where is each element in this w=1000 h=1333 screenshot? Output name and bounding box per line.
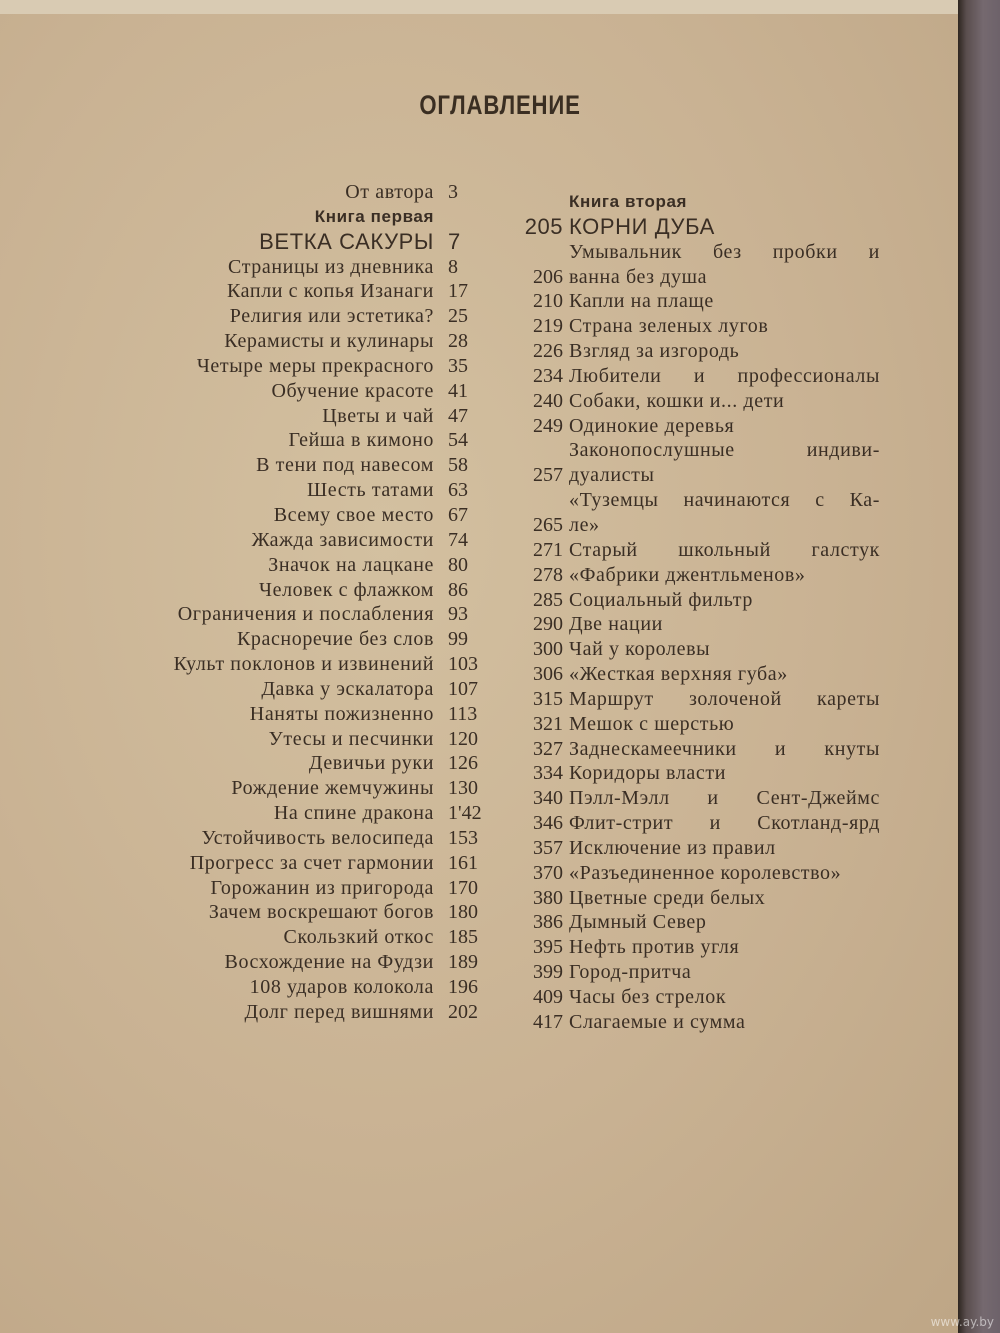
entry-title: Нефть против угля bbox=[569, 936, 740, 959]
entry-page-number: 271 bbox=[533, 538, 563, 561]
entry-title: Восхождение на Фудзи bbox=[224, 951, 434, 974]
toc-entry bbox=[100, 727, 490, 752]
entry-title: Часы без стрелок bbox=[569, 986, 727, 1008]
entry-page-number: 380 bbox=[533, 886, 563, 909]
toc-entry bbox=[100, 503, 490, 528]
entry-page-number: 93 bbox=[448, 603, 468, 626]
entry-page-number: 99 bbox=[448, 628, 468, 651]
entry-title: Жажда зависимости bbox=[251, 528, 434, 551]
toc-entry bbox=[100, 627, 490, 652]
toc-entry bbox=[100, 379, 490, 404]
entry-page-number: 226 bbox=[533, 340, 563, 363]
toc-entry bbox=[100, 677, 490, 702]
entry-title: Взгляд за изгородь bbox=[569, 340, 740, 363]
entry-title: Заднескамеечники и кнуты bbox=[569, 737, 880, 760]
entry-title: Собаки, кошки и... дети bbox=[569, 389, 785, 412]
toc-entry bbox=[505, 761, 880, 786]
entry-page-number: 386 bbox=[533, 911, 563, 934]
entry-title: Красноречие без слов bbox=[236, 628, 434, 651]
entry-title: Шесть татами bbox=[306, 479, 434, 502]
toc-entry bbox=[100, 950, 490, 975]
toc-entry bbox=[505, 662, 880, 687]
toc-entry bbox=[505, 910, 880, 935]
toc-entry bbox=[100, 205, 490, 230]
toc-entry bbox=[505, 737, 880, 762]
entry-page-number: 120 bbox=[448, 727, 478, 750]
toc-entry bbox=[100, 751, 490, 776]
entry-title: Страницы из дневника bbox=[228, 255, 434, 278]
entry-title: Рождение жемчужины bbox=[231, 777, 434, 800]
entry-page-number: 285 bbox=[533, 588, 563, 611]
entry-title: Две нации bbox=[569, 613, 663, 636]
entry-page-number: 257 bbox=[533, 464, 563, 487]
toc-entry bbox=[505, 960, 880, 985]
entry-title: Маршрут золоченой кареты bbox=[569, 687, 880, 710]
entry-title: Пэлл-Мэлл и Сент-Джеймс bbox=[569, 787, 880, 810]
entry-page-number: 28 bbox=[448, 330, 468, 353]
toc-entry bbox=[100, 702, 490, 727]
entry-title: Старый школьный галстук bbox=[569, 538, 880, 561]
entry-title: «Фабрики джентльменов» bbox=[569, 563, 806, 586]
entry-page-number: 234 bbox=[533, 364, 563, 387]
entry-title: Одинокие деревья bbox=[569, 414, 735, 437]
toc-entry bbox=[505, 215, 880, 240]
entry-page-number: 107 bbox=[448, 677, 478, 700]
toc-entry bbox=[100, 900, 490, 925]
entry-title: Флит-стрит и Скотланд-ярд bbox=[569, 812, 880, 835]
toc-entry bbox=[505, 985, 880, 1010]
entry-page-number: 210 bbox=[533, 290, 563, 313]
entry-page-number: 327 bbox=[533, 737, 563, 760]
entry-page-number: 153 bbox=[448, 826, 478, 849]
entry-title: Капли на плаще bbox=[569, 290, 714, 313]
toc-entry bbox=[505, 836, 880, 861]
entry-page-number: 409 bbox=[533, 986, 563, 1008]
entry-title: Умывальник без пробки и bbox=[569, 240, 880, 263]
entry-page-number: 205 bbox=[524, 213, 563, 239]
toc-title: ОГЛАВЛЕНИЕ bbox=[419, 90, 581, 120]
entry-title: Горожанин из пригорода bbox=[210, 876, 434, 899]
entry-page-number: 161 bbox=[448, 851, 478, 874]
toc-entry bbox=[100, 553, 490, 578]
entry-title: Скользкий откос bbox=[283, 926, 434, 949]
toc-entry bbox=[100, 851, 490, 876]
entry-page-number: 3 bbox=[448, 181, 458, 203]
entry-page-number: 202 bbox=[448, 1000, 478, 1023]
entry-page-number: 80 bbox=[448, 553, 468, 576]
entry-page-number: 357 bbox=[533, 836, 563, 859]
toc-entry bbox=[100, 478, 490, 503]
entry-page-number: 180 bbox=[448, 901, 478, 924]
entry-title: «Туземцы начинаются с Ка- bbox=[569, 489, 880, 512]
toc-entry bbox=[100, 801, 490, 826]
entry-title: дуалисты bbox=[569, 464, 655, 487]
entry-page-number: 395 bbox=[533, 936, 563, 959]
entry-title: Гейша в кимоно bbox=[288, 429, 434, 452]
entry-title: Девичьи руки bbox=[308, 752, 434, 775]
entry-page-number: 103 bbox=[448, 653, 478, 676]
toc-entry bbox=[505, 637, 880, 662]
toc-entry bbox=[100, 428, 490, 453]
toc-entry bbox=[505, 563, 880, 588]
entry-title: Капли с копья Изанаги bbox=[227, 280, 434, 303]
toc-entry bbox=[505, 438, 880, 463]
entry-page-number bbox=[505, 488, 569, 513]
entry-title: Наняты пожизненно bbox=[249, 702, 434, 725]
entry-title: Религия или эстетика? bbox=[229, 305, 434, 328]
toc-entry bbox=[505, 513, 880, 538]
entry-page-number: 219 bbox=[533, 315, 563, 338]
entry-title: Утесы и песчинки bbox=[268, 727, 434, 750]
toc-right-column bbox=[505, 190, 880, 1035]
toc-entry bbox=[100, 528, 490, 553]
entry-title: «Жесткая верхняя губа» bbox=[569, 663, 788, 686]
entry-page-number: 41 bbox=[448, 379, 468, 402]
entry-title: В тени под навесом bbox=[256, 454, 434, 477]
toc-entry bbox=[505, 463, 880, 488]
toc-entry bbox=[505, 314, 880, 339]
entry-page-number: 126 bbox=[448, 752, 478, 775]
toc-entry bbox=[100, 354, 490, 379]
entry-title: На спине дракона bbox=[273, 802, 434, 825]
entry-page-number: 334 bbox=[533, 762, 563, 785]
entry-page-number: 346 bbox=[533, 812, 563, 835]
toc-entry bbox=[505, 712, 880, 737]
toc-entry bbox=[100, 602, 490, 627]
toc-entry bbox=[505, 414, 880, 439]
entry-title: От автора bbox=[345, 181, 434, 203]
toc-entry bbox=[505, 265, 880, 290]
entry-title: Четыре меры прекрасного bbox=[196, 354, 434, 377]
entry-page-number: 1'42 bbox=[448, 802, 482, 825]
toc-entry bbox=[100, 329, 490, 354]
entry-title: Керамисты и кулинары bbox=[224, 330, 434, 353]
entry-page-number: 321 bbox=[533, 712, 563, 735]
entry-title: Цветы и чай bbox=[322, 404, 434, 427]
entry-page-number: 47 bbox=[448, 404, 468, 427]
entry-title: Страна зеленых лугов bbox=[569, 315, 769, 338]
entry-title: Социальный фильтр bbox=[569, 588, 753, 611]
toc-entry bbox=[100, 304, 490, 329]
toc-entry bbox=[100, 776, 490, 801]
toc-entry bbox=[505, 786, 880, 811]
toc-entry bbox=[100, 453, 490, 478]
toc-entry bbox=[100, 975, 490, 1000]
entry-page-number: 7 bbox=[448, 228, 461, 254]
toc-entry bbox=[100, 255, 490, 280]
entry-title: 108 ударов колокола bbox=[249, 976, 434, 998]
toc-entry bbox=[100, 652, 490, 677]
toc-left-column bbox=[100, 180, 490, 1025]
entry-page-number: 17 bbox=[448, 280, 468, 303]
book-heading: Книга первая bbox=[314, 206, 434, 226]
entry-page-number: 290 bbox=[533, 613, 563, 636]
book-cover-edge bbox=[958, 0, 1000, 1333]
entry-title: Мешок с шерстью bbox=[569, 712, 735, 735]
entry-page-number bbox=[505, 438, 569, 463]
entry-title: Исключение из правил bbox=[569, 836, 776, 859]
toc-entry bbox=[100, 404, 490, 429]
entry-page-number: 240 bbox=[533, 389, 563, 412]
entry-title: Дымный Север bbox=[569, 911, 707, 934]
toc-entry bbox=[100, 1000, 490, 1025]
toc-entry bbox=[505, 488, 880, 513]
entry-title: Зачем воскрешают богов bbox=[208, 901, 434, 924]
entry-page-number: 340 bbox=[533, 787, 563, 810]
watermark: www.ay.by bbox=[930, 1315, 994, 1329]
entry-title: Обучение красоте bbox=[271, 379, 434, 402]
toc-entry bbox=[100, 826, 490, 851]
toc-entry bbox=[100, 279, 490, 304]
toc-entry bbox=[505, 339, 880, 364]
entry-page-number bbox=[505, 240, 569, 265]
toc-entry bbox=[505, 389, 880, 414]
entry-title: Город-притча bbox=[569, 961, 692, 984]
entry-title: Устойчивость велосипеда bbox=[201, 826, 434, 849]
entry-title: Коридоры власти bbox=[569, 762, 727, 785]
entry-page-number: 417 bbox=[533, 1010, 563, 1033]
entry-page-number: 63 bbox=[448, 479, 468, 502]
entry-page-number: 306 bbox=[533, 663, 563, 686]
entry-title: Ограничения и послабления bbox=[177, 603, 434, 626]
toc-entry bbox=[505, 861, 880, 886]
entry-page-number: 54 bbox=[448, 429, 468, 452]
entry-page-number: 8 bbox=[448, 255, 458, 278]
entry-page-number: 58 bbox=[448, 454, 468, 477]
entry-page-number: 67 bbox=[448, 503, 468, 526]
toc-entry bbox=[505, 687, 880, 712]
entry-title: Цветные среди белых bbox=[569, 886, 766, 909]
toc-entry bbox=[505, 190, 880, 215]
part-heading: КОРНИ ДУБА bbox=[569, 213, 715, 239]
entry-page-number: 278 bbox=[533, 563, 563, 586]
entry-title: Долг перед вишнями bbox=[244, 1000, 434, 1023]
entry-title: Законопослушные индиви- bbox=[569, 439, 880, 462]
toc-entry bbox=[100, 876, 490, 901]
toc-entry bbox=[100, 925, 490, 950]
entry-page-number: 399 bbox=[533, 961, 563, 984]
entry-title: Прогресс за счет гармонии bbox=[189, 851, 434, 874]
page-top-edge bbox=[0, 0, 958, 14]
entry-title: Культ поклонов и извинений bbox=[173, 653, 434, 676]
entry-page-number: 35 bbox=[448, 354, 468, 377]
entry-page-number: 265 bbox=[533, 513, 563, 536]
entry-title: Давка у эскалатора bbox=[261, 677, 434, 700]
toc-entry bbox=[505, 364, 880, 389]
entry-title: ванна без душа bbox=[569, 265, 708, 288]
entry-page-number: 170 bbox=[448, 876, 478, 899]
entry-page-number: 185 bbox=[448, 926, 478, 949]
toc-entry bbox=[505, 1010, 880, 1035]
entry-title: Человек с флажком bbox=[259, 578, 434, 601]
entry-title: Слагаемые и сумма bbox=[569, 1010, 746, 1033]
toc-entry bbox=[505, 935, 880, 960]
entry-title: Значок на лацкане bbox=[268, 553, 434, 576]
toc-entry bbox=[505, 289, 880, 314]
entry-page-number: 249 bbox=[533, 414, 563, 437]
entry-page-number: 25 bbox=[448, 305, 468, 328]
entry-title: Чай у королевы bbox=[569, 638, 711, 661]
entry-page-number: 370 bbox=[533, 861, 563, 884]
toc-entry bbox=[100, 578, 490, 603]
part-heading: ВЕТКА САКУРЫ bbox=[259, 228, 434, 254]
entry-title: Всему свое место bbox=[273, 503, 434, 526]
entry-page-number: 86 bbox=[448, 578, 468, 601]
entry-page-number: 196 bbox=[448, 976, 478, 998]
entry-page-number: 300 bbox=[533, 638, 563, 661]
entry-page-number: 206 bbox=[533, 265, 563, 288]
entry-title: ле» bbox=[569, 513, 600, 536]
entry-page-number bbox=[448, 205, 490, 230]
toc-entry bbox=[100, 180, 490, 205]
toc-entry bbox=[505, 886, 880, 911]
entry-title: Любители и профессионалы bbox=[569, 364, 880, 387]
entry-title: «Разъединенное королевство» bbox=[569, 861, 842, 884]
entry-page-number: 74 bbox=[448, 528, 468, 551]
entry-page-number: 315 bbox=[533, 687, 563, 710]
entry-page-number bbox=[505, 190, 569, 215]
toc-entry bbox=[505, 588, 880, 613]
book-heading: Книга вторая bbox=[569, 192, 688, 211]
toc-entry bbox=[505, 240, 880, 265]
entry-page-number: 189 bbox=[448, 951, 478, 974]
toc-entry bbox=[505, 612, 880, 637]
toc-entry bbox=[100, 230, 490, 255]
toc-entry bbox=[505, 811, 880, 836]
entry-page-number: 113 bbox=[448, 702, 478, 725]
entry-page-number: 130 bbox=[448, 777, 478, 800]
toc-entry bbox=[505, 538, 880, 563]
